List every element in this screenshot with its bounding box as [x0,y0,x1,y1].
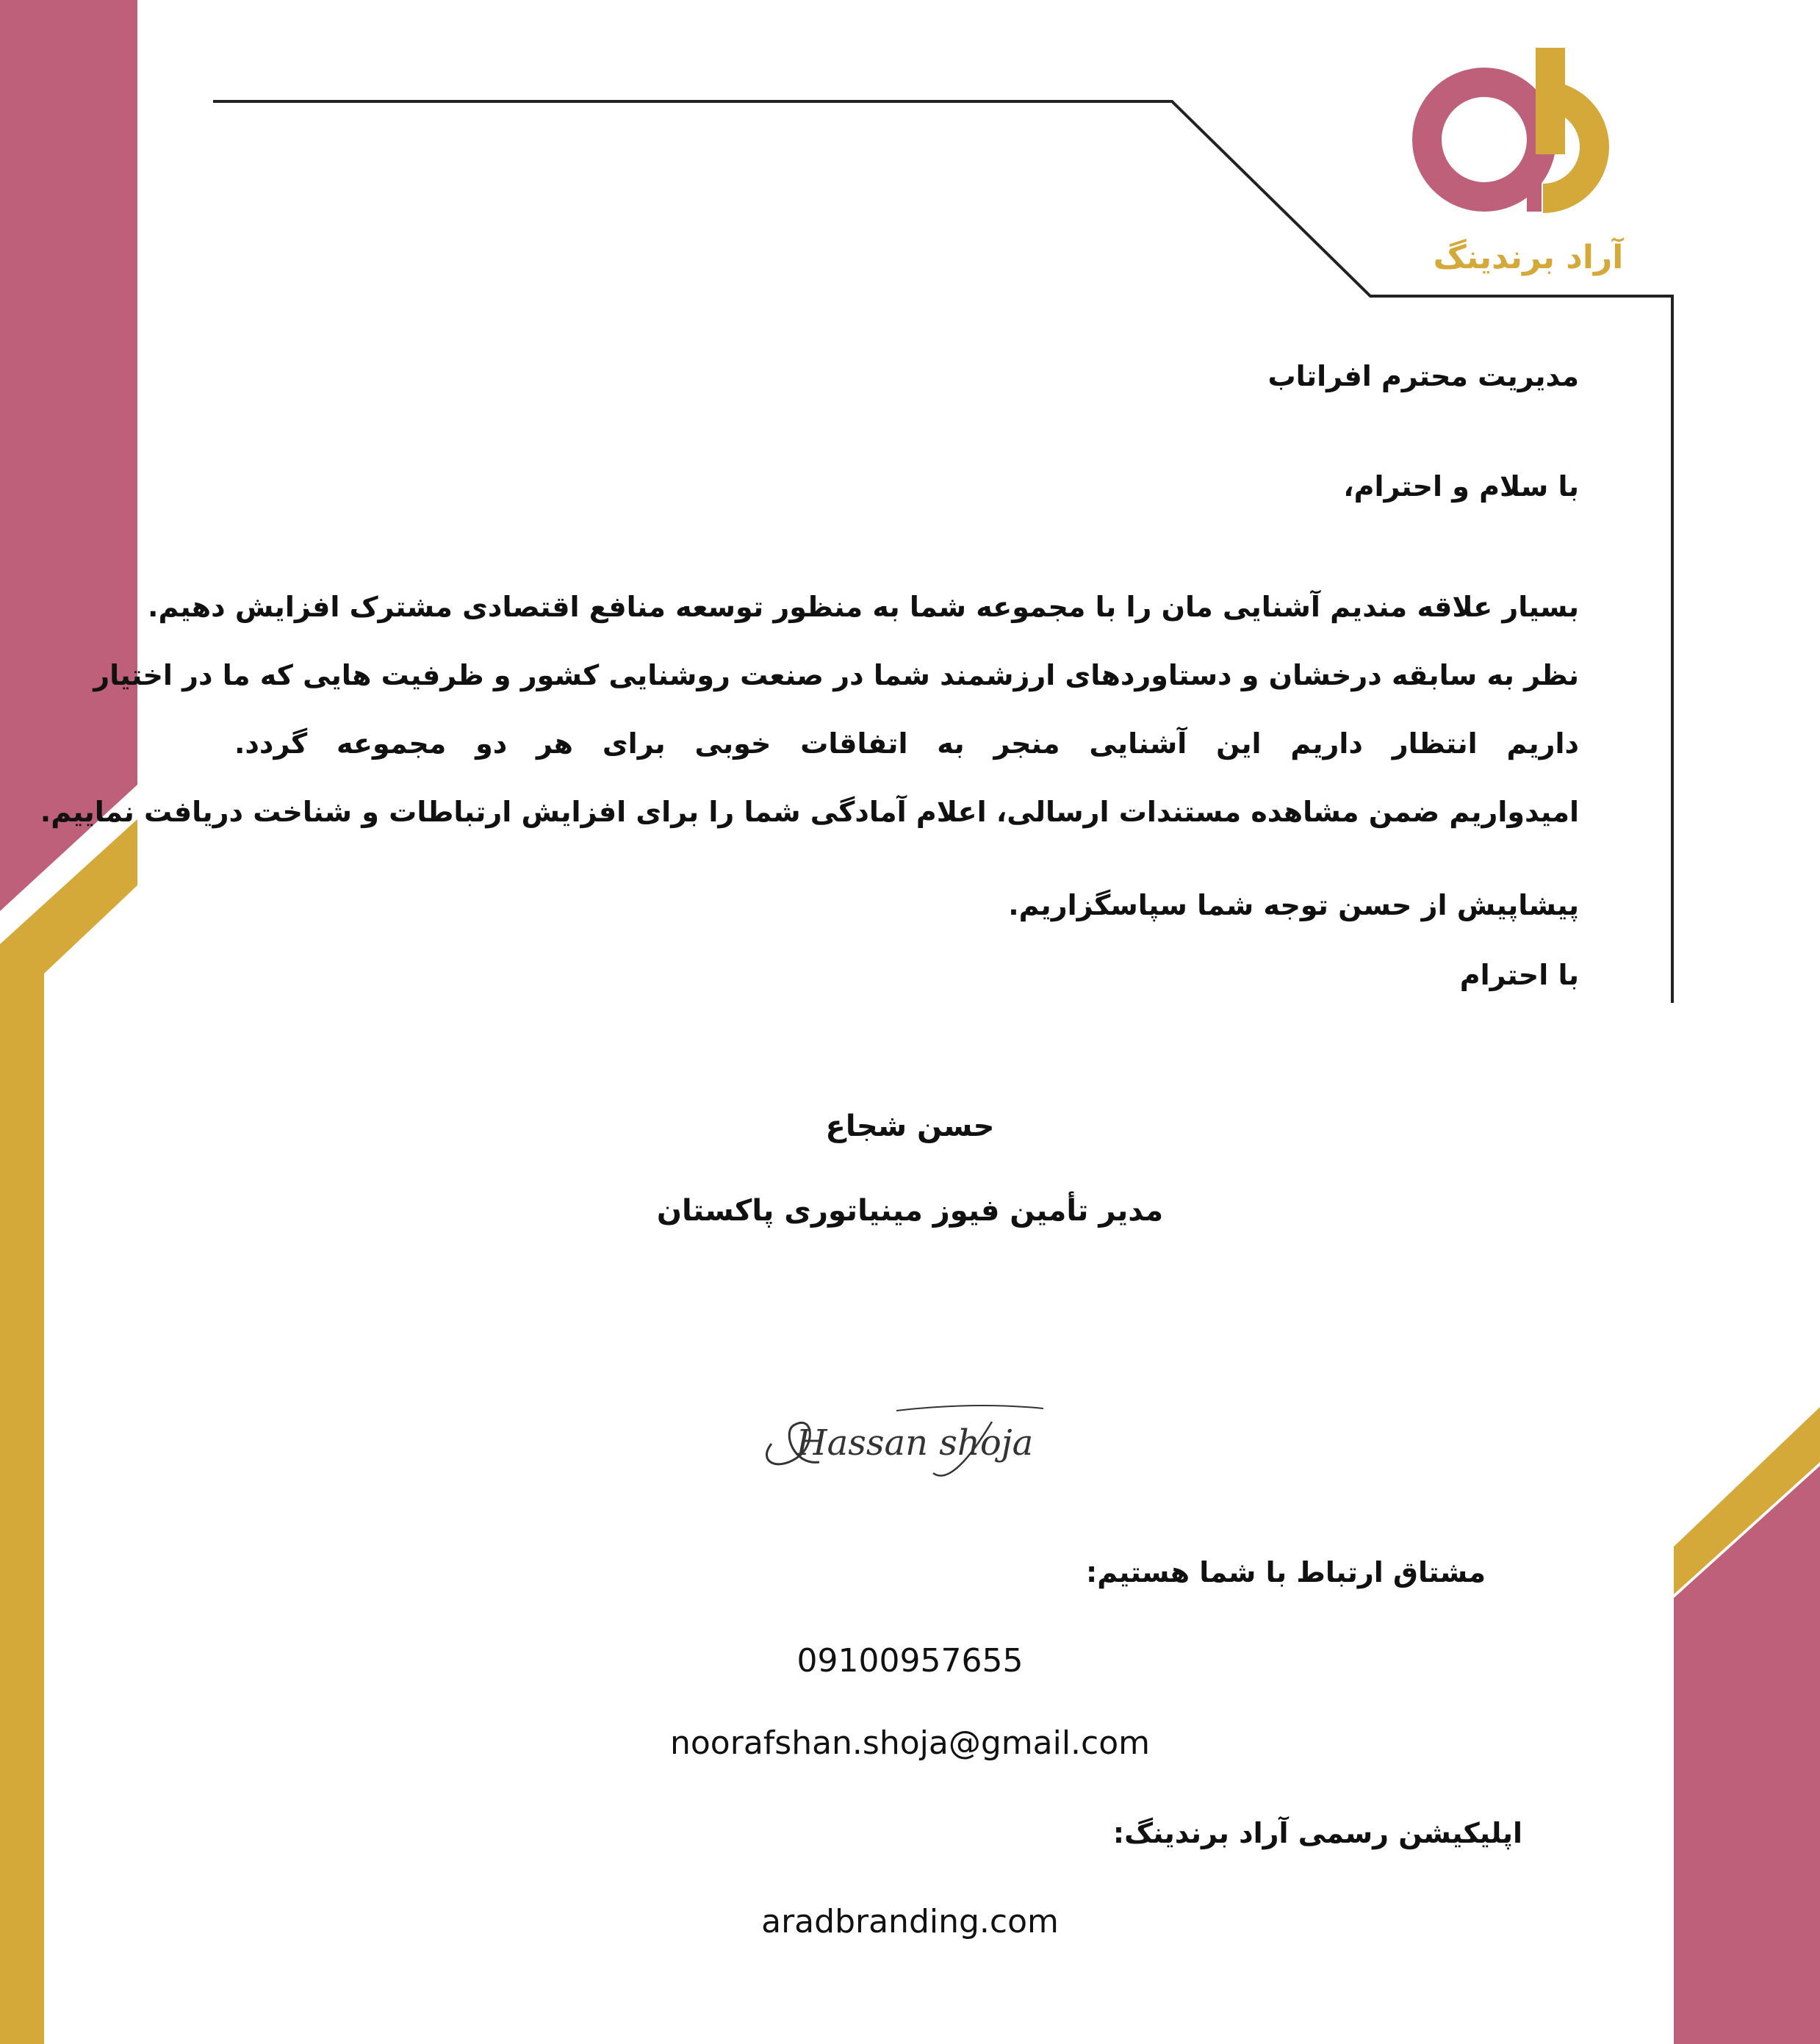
body-line: داریم انتظار داریم این آشنایی منجر به اتفاقات خوبی برای هر دو مجموعه گردد. [234,727,1579,760]
handwritten-signature [749,1392,1073,1488]
logo-a-ring [1427,82,1542,197]
signatory-name: حسن شجاع [825,1109,995,1143]
salutation: مدیریت محترم افراتاب [1267,360,1579,392]
body-line: بسیار علاقه مندیم آشنایی مان را با مجموعه شما به منظور توسعه منافع اقتصادی مشترک افزایش دهیم. [148,591,1579,623]
left-gold-band [0,819,137,2044]
signatory-title: مدیر تأمین فیوز مینیاتوری پاکستان [656,1194,1164,1228]
left-pink-band [0,0,137,911]
phone-number[interactable]: 09100957655 [796,1642,1024,1680]
greeting: با سلام و احترام، [1343,470,1579,503]
letter-body [40,573,1579,846]
logo-wordmark: آراد برندینگ [1433,239,1624,276]
contact-heading: مشتاق ارتباط با شما هستیم: [1086,1556,1486,1588]
closing-regards: با احترام [1459,959,1579,991]
email-address[interactable]: noorafshan.shoja@gmail.com [670,1724,1150,1762]
thanks-line: پیشاپیش از حسن توجه شما سپاسگزاریم. [1008,889,1579,921]
website-link[interactable]: aradbranding.com [761,1903,1059,1940]
signature-text: Hassan shoja [796,1422,1034,1464]
body-line: امیدواریم ضمن مشاهده مستندات ارسالی، اعلام آمادگی شما را برای افزایش ارتباطات و شناخت دریافت نماییم. [40,796,1579,828]
company-logo [1396,44,1661,287]
logo-b-stem [1536,48,1565,154]
app-heading: اپلیکیشن رسمی آراد برندینگ: [1112,1817,1522,1849]
body-line: نظر به سابقه درخشان و دستاوردهای ارزشمند شما در صنعت روشنایی کشور و ظرفیت هایی که ما در اختیار [93,659,1579,691]
